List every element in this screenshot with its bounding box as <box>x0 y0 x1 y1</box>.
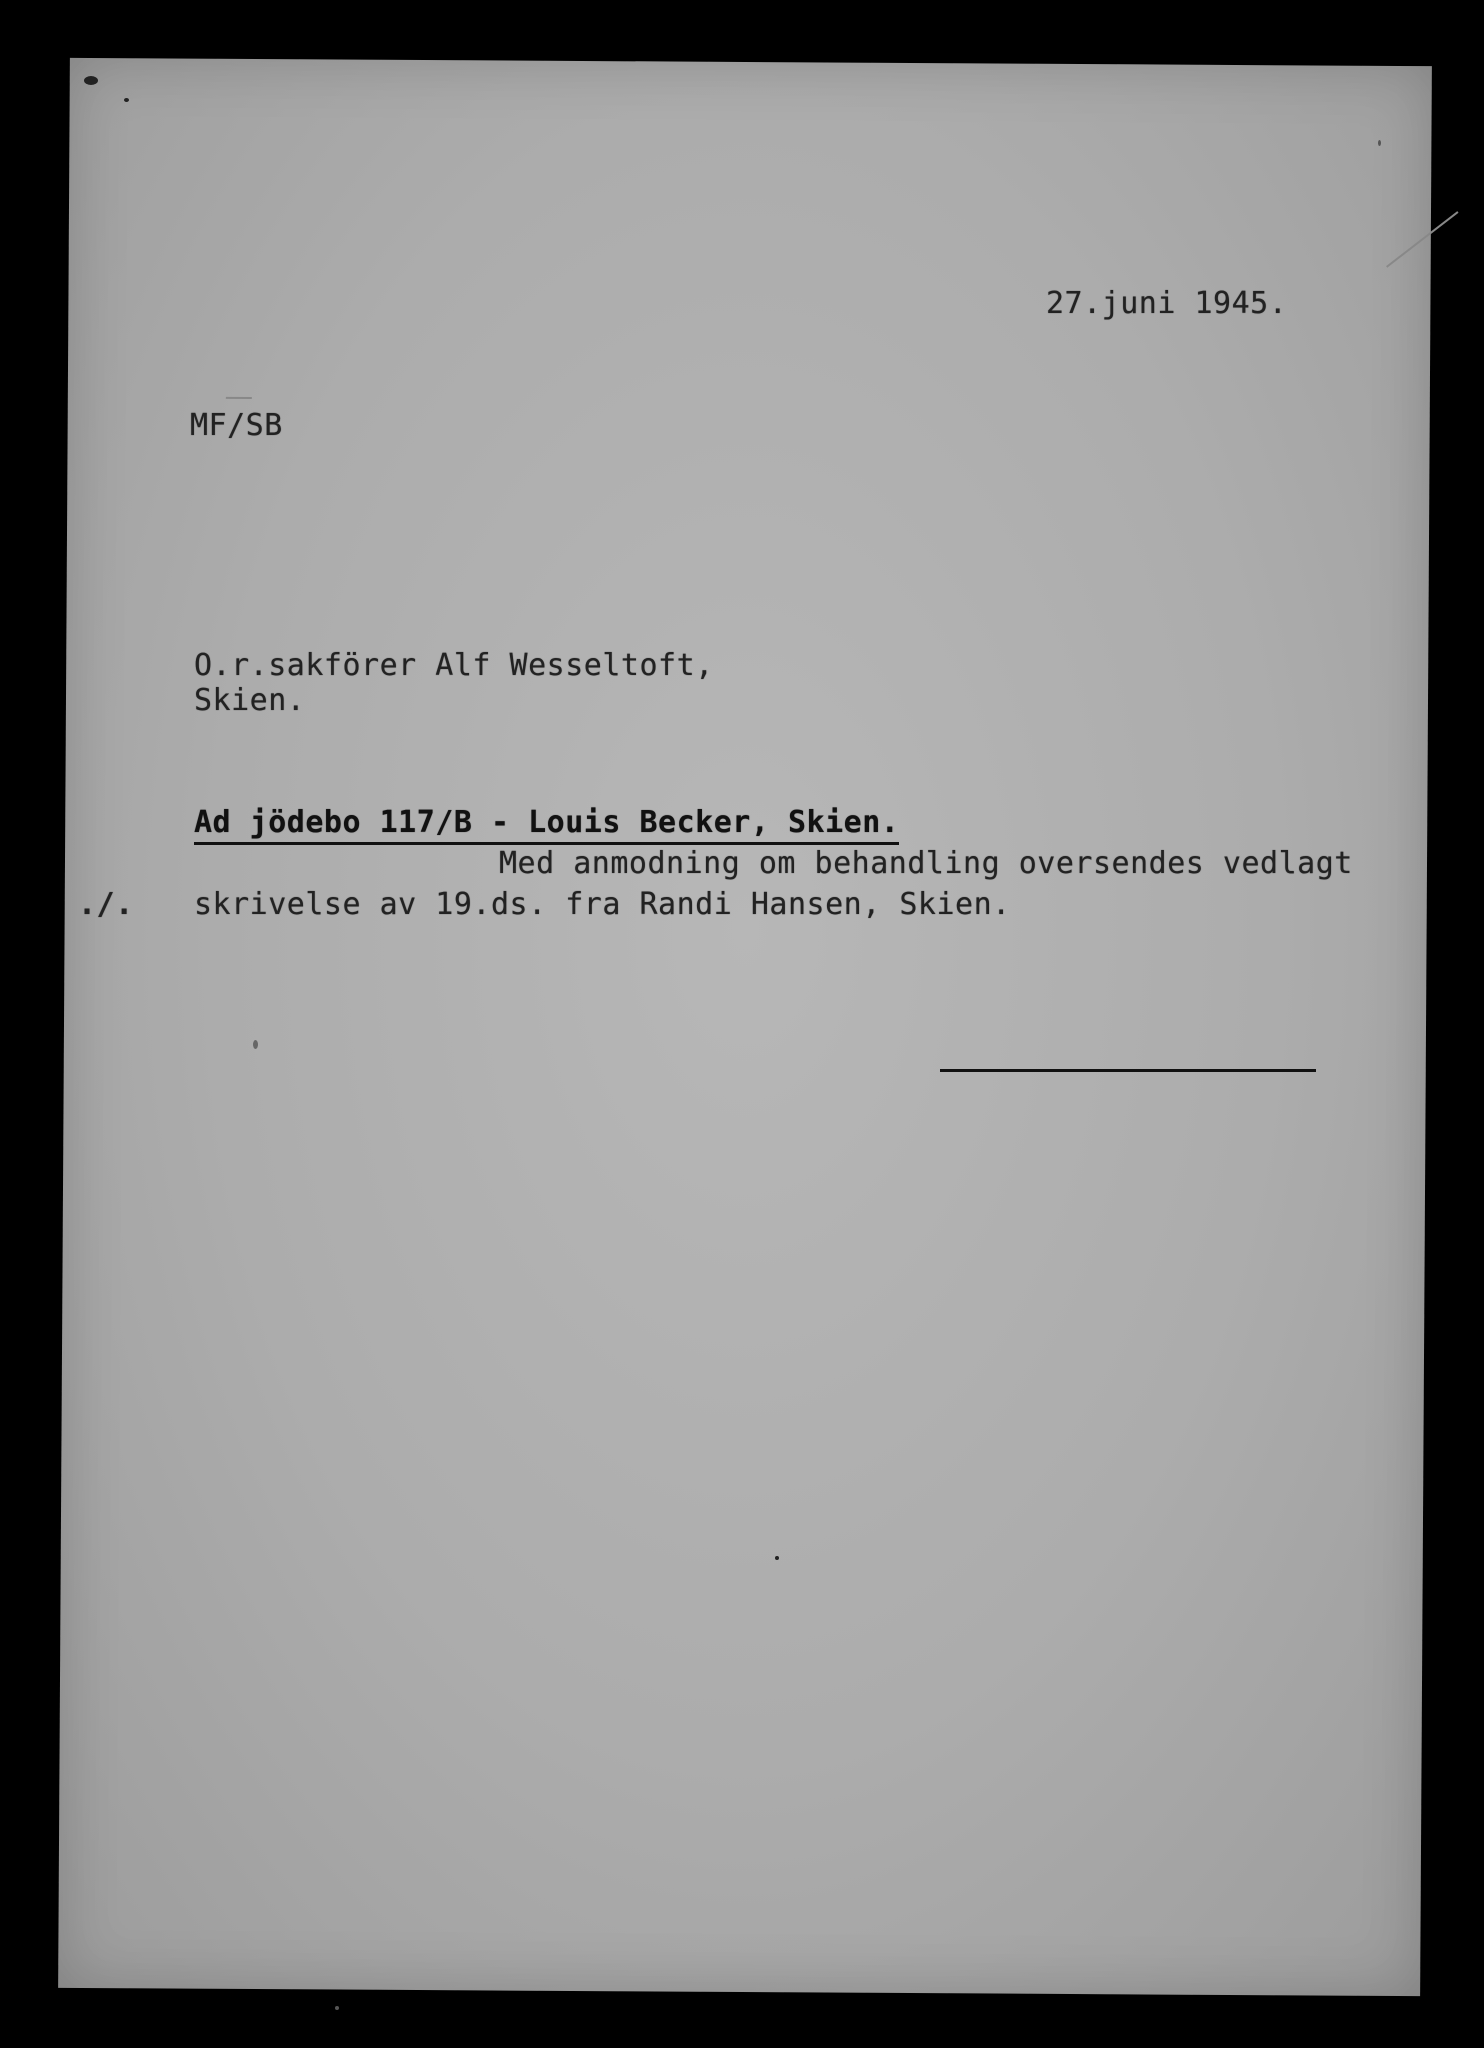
enclosure-mark: ./. <box>78 887 134 922</box>
reference-code: MF/SB <box>190 408 283 443</box>
paper-mark <box>226 397 252 399</box>
ink-speck <box>775 1556 779 1560</box>
ink-speck <box>335 2006 339 2010</box>
ink-speck <box>1378 140 1381 146</box>
signature-line <box>940 1069 1316 1072</box>
body-line-2: skrivelse av 19.ds. fra Randi Hansen, Skien. <box>194 887 1011 922</box>
recipient-name: O.r.sakförer Alf Wesseltoft, <box>194 648 714 683</box>
body-line-1: Med anmodning om behandling oversendes vedlagt <box>499 846 1353 881</box>
letter-date: 27.juni 1945. <box>1046 286 1288 321</box>
recipient-city: Skien. <box>194 683 306 718</box>
ink-speck <box>84 76 98 85</box>
paper-sheet <box>58 58 1432 1996</box>
ink-speck <box>124 98 129 102</box>
ink-speck <box>253 1040 258 1049</box>
subject-line: Ad jödebo 117/B - Louis Becker, Skien. <box>194 805 899 845</box>
paper-scratch <box>1386 211 1458 268</box>
